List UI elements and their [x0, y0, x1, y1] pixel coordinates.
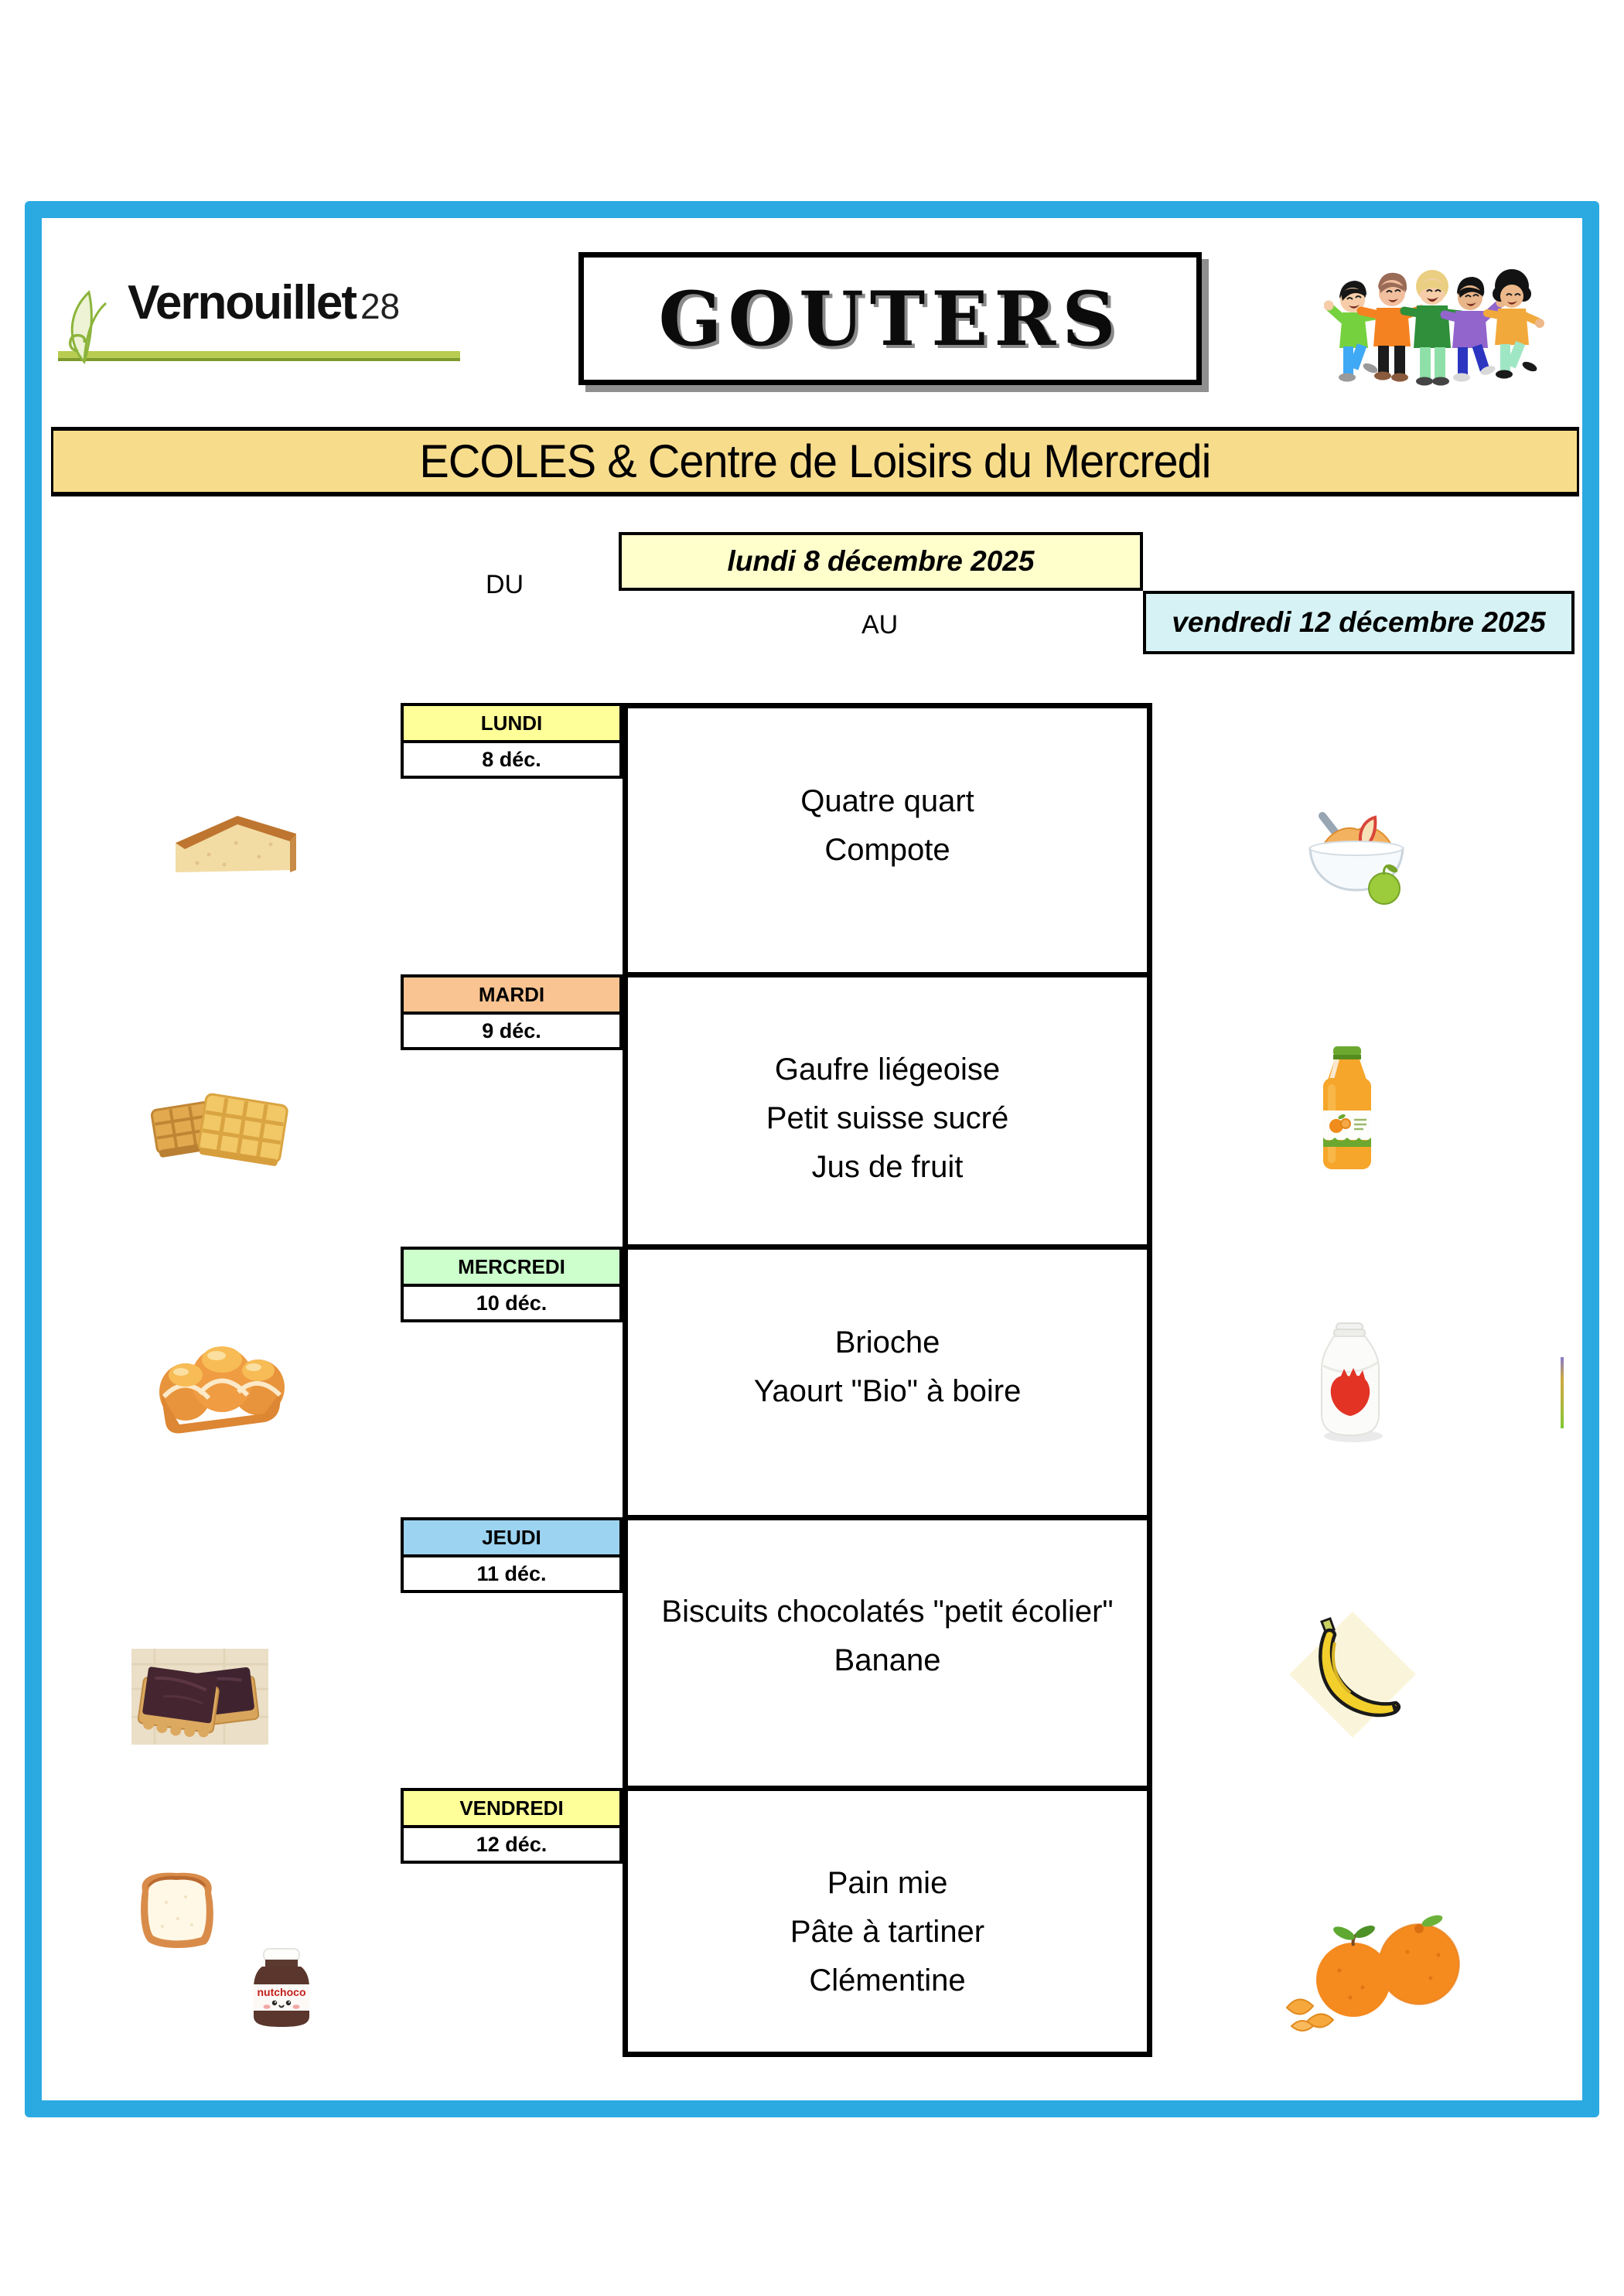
day-header-vendredi: VENDREDI: [401, 1788, 623, 1828]
from-date-box: [619, 532, 1143, 591]
menu-item: Gaufre liégeoise: [774, 1052, 1001, 1087]
from-label: DU: [486, 570, 524, 599]
row-divider: [626, 1244, 1148, 1250]
menu-item: Pâte à tartiner: [790, 1915, 985, 1949]
menu-item: Jus de fruit: [811, 1150, 964, 1184]
menu-item: Clémentine: [809, 1963, 966, 1997]
to-date-box: [1143, 591, 1575, 654]
quatre-quart-cake-icon: [166, 797, 305, 889]
day-date-mercredi: 10 déc.: [401, 1284, 623, 1322]
day-date-jeudi: 11 déc.: [401, 1554, 623, 1593]
subtitle-banner: [51, 427, 1579, 496]
day-header-jeudi: JEUDI: [401, 1517, 623, 1557]
to-date-value: vendredi 12 décembre 2025: [1172, 606, 1546, 638]
clementines-icon: [1276, 1878, 1477, 2038]
day-header-lundi: LUNDI: [401, 703, 623, 743]
day-header-mercredi: MERCREDI: [401, 1247, 623, 1287]
apple-compote-bowl-icon: [1293, 800, 1421, 909]
to-label: AU: [861, 610, 899, 640]
menu-item: Brioche: [834, 1325, 940, 1360]
menu-item: Banane: [834, 1643, 941, 1677]
chocolate-biscuits-photo: [131, 1649, 268, 1745]
menu-mardi: [628, 1046, 1147, 1192]
nutchoco-jar-icon: [251, 1947, 312, 2028]
menu-lundi: [628, 777, 1147, 875]
page-title: GOUTERS: [658, 275, 1122, 363]
strawberry-yogurt-drink-icon: [1313, 1319, 1387, 1445]
menu-item: Biscuits chocolatés "petit écolier": [661, 1595, 1114, 1629]
logo-number: 28: [360, 286, 401, 326]
vernouillet-logo: [58, 261, 468, 377]
banana-icon: [1285, 1607, 1421, 1742]
sandwich-bread-slice-icon: [131, 1868, 223, 1953]
menu-jeudi: [628, 1588, 1147, 1685]
from-date-value: lundi 8 décembre 2025: [727, 545, 1035, 577]
image-sliver-artifact: [1561, 1357, 1564, 1428]
logo-text: Vernouillet: [128, 276, 356, 329]
menu-item: Yaourt "Bio" à boire: [753, 1374, 1022, 1408]
menu-item: Compote: [824, 833, 950, 867]
menu-vendredi: [628, 1859, 1147, 2005]
menu-item: Petit suisse sucré: [766, 1101, 1009, 1135]
child-figure: [1487, 269, 1544, 379]
subtitle-text: ECOLES & Centre de Loisirs du Mercredi: [419, 435, 1211, 487]
day-date-mardi: 9 déc.: [401, 1012, 623, 1050]
nutchoco-label: nutchoco: [257, 1986, 306, 1998]
day-date-lundi: 8 déc.: [401, 740, 623, 779]
child-figure: [1324, 281, 1380, 382]
orange-juice-bottle-icon: [1317, 1044, 1377, 1174]
children-group-clipart: [1324, 252, 1544, 411]
brioche-loaf-icon: [148, 1330, 288, 1446]
row-divider: [626, 1515, 1148, 1520]
row-divider: [626, 1786, 1148, 1791]
menu-mercredi: [628, 1319, 1147, 1416]
row-divider: [626, 972, 1148, 977]
waffles-icon: [143, 1083, 298, 1172]
title-box: [578, 252, 1202, 385]
menu-item: Pain mie: [827, 1866, 948, 1900]
child-figure: [1404, 270, 1461, 386]
menu-item: Quatre quart: [800, 784, 974, 818]
day-date-vendredi: 12 déc.: [401, 1825, 623, 1864]
day-header-mardi: MARDI: [401, 974, 623, 1015]
